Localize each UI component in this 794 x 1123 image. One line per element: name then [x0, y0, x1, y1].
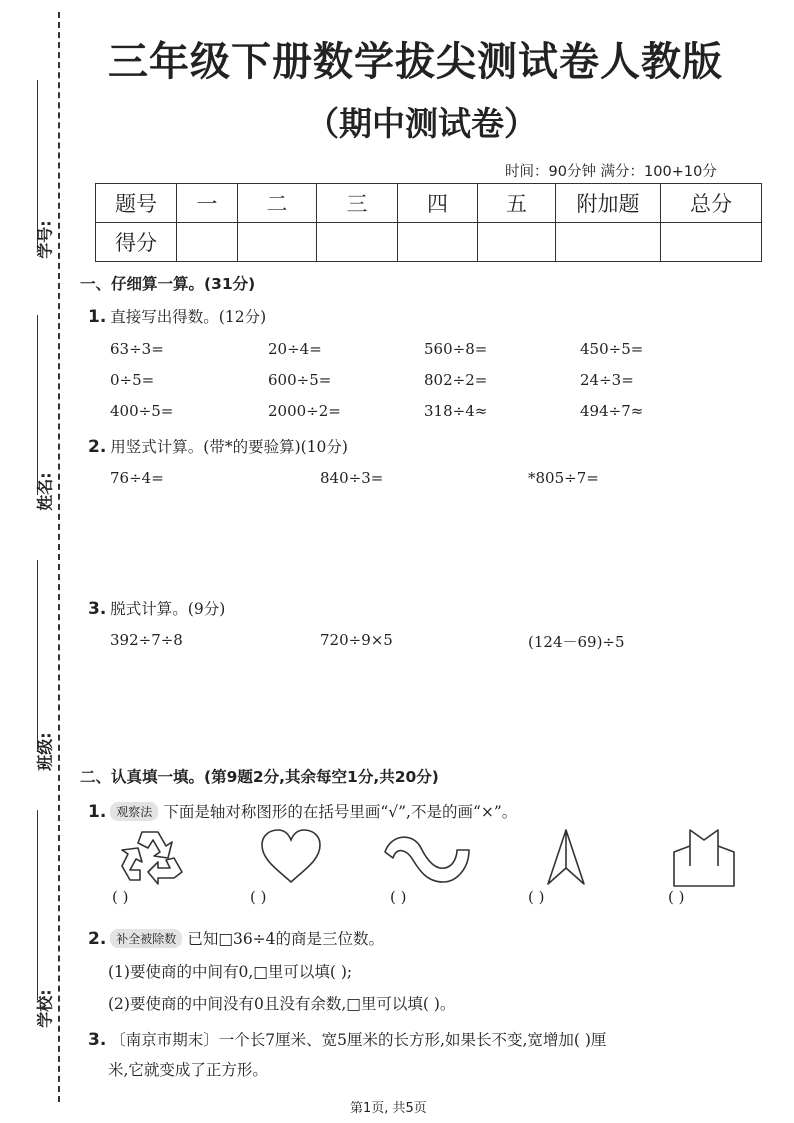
expression: 24÷3=	[580, 371, 634, 389]
house-shape-icon	[672, 826, 736, 890]
score-input-cell[interactable]	[398, 223, 478, 262]
score-input-cell[interactable]	[238, 223, 317, 262]
section1-q3	[88, 597, 225, 619]
table-cell: 得分	[96, 223, 177, 262]
section2-q3	[88, 1028, 606, 1050]
expression: (124－69)÷5	[528, 633, 625, 651]
answer-blank[interactable]: ( )	[112, 888, 129, 906]
wave-curve-icon	[383, 830, 471, 884]
method-tag: 观察法	[110, 802, 158, 821]
score-input-cell[interactable]	[177, 223, 238, 262]
table-cell: 三	[317, 184, 398, 223]
score-table-header-row	[96, 184, 762, 223]
school-line	[37, 810, 38, 1000]
question-text: 已知□36÷4的商是三位数。	[187, 930, 385, 948]
answer-blank[interactable]: ( )	[250, 888, 267, 906]
answer-blank[interactable]: ( )	[528, 888, 545, 906]
question-number: 3.	[88, 1030, 107, 1050]
section1-q1	[88, 305, 266, 327]
recycle-triangle-icon	[112, 826, 188, 886]
expression: 802÷2=	[424, 371, 488, 389]
score-input-cell[interactable]	[556, 223, 661, 262]
expression: 392÷7÷8	[110, 631, 183, 649]
question-text: 〔南京市期末〕一个长7厘米、宽5厘米的长方形,如果长不变,宽增加( )厘	[110, 1031, 607, 1049]
expression: 560÷8=	[424, 340, 488, 358]
score-table	[95, 183, 762, 262]
table-cell: 题号	[96, 184, 177, 223]
question-number: 1.	[88, 307, 107, 327]
question-number: 2.	[88, 929, 107, 949]
section2-q2	[88, 927, 384, 949]
table-cell: 一	[177, 184, 238, 223]
student-id-label: 学号:	[35, 220, 55, 259]
expression: 494÷7≈	[580, 402, 644, 420]
page-subtitle: （期中测试卷）	[306, 104, 537, 143]
expression: 840÷3=	[320, 469, 384, 487]
expression: *805÷7=	[528, 469, 599, 487]
class-label: 班级:	[35, 732, 55, 771]
page-number: 第1页, 共5页	[350, 1101, 427, 1116]
school-label: 学校:	[35, 989, 55, 1028]
question-number: 3.	[88, 599, 107, 619]
table-cell: 总分	[661, 184, 762, 223]
table-cell: 五	[478, 184, 556, 223]
arrowhead-icon	[544, 828, 588, 888]
score-input-cell[interactable]	[661, 223, 762, 262]
section2-q1	[88, 800, 517, 822]
expression: 720÷9×5	[320, 631, 393, 649]
page-title: 三年级下册数学拔尖测试卷人教版	[108, 39, 723, 85]
question-text: 直接写出得数。(12分)	[110, 308, 267, 326]
expression: 450÷5=	[580, 340, 644, 358]
table-cell: 附加题	[556, 184, 661, 223]
score-table-score-row	[96, 223, 762, 262]
section2-heading: 二、认真填一填。(第9题2分,其余每空1分,共20分)	[80, 768, 439, 786]
section1-q2	[88, 435, 348, 457]
expression: 63÷3=	[110, 340, 164, 358]
table-cell: 二	[238, 184, 317, 223]
expression: 76÷4=	[110, 469, 164, 487]
question-text: 下面是轴对称图形的在括号里画“√”,不是的画“×”。	[163, 803, 518, 821]
expression: 0÷5=	[110, 371, 155, 389]
answer-blank[interactable]: ( )	[668, 888, 685, 906]
section2-q3-line2: 米,它就变成了正方形。	[108, 1061, 268, 1079]
answer-blank[interactable]: ( )	[390, 888, 407, 906]
section2-q2-sub1: (1)要使商的中间有0,□里可以填( );	[108, 963, 353, 981]
table-cell: 四	[398, 184, 478, 223]
question-number: 2.	[88, 437, 107, 457]
method-tag: 补全被除数	[110, 929, 182, 948]
expression: 20÷4=	[268, 340, 322, 358]
question-text: 脱式计算。(9分)	[110, 600, 226, 618]
heart-icon	[258, 828, 324, 886]
section2-q2-sub2: (2)要使商的中间没有0且没有余数,□里可以填( )。	[108, 995, 456, 1013]
section1-heading: 一、仔细算一算。(31分)	[80, 275, 256, 293]
expression: 400÷5=	[110, 402, 174, 420]
score-input-cell[interactable]	[317, 223, 398, 262]
score-input-cell[interactable]	[478, 223, 556, 262]
name-label: 姓名:	[35, 472, 55, 511]
expression: 600÷5=	[268, 371, 332, 389]
expression: 318÷4≈	[424, 402, 488, 420]
question-text: 用竖式计算。(带*的要验算)(10分)	[110, 438, 348, 456]
binding-dash-line	[58, 12, 60, 1102]
time-info: 时间：90分钟 满分：100+10分	[505, 164, 717, 180]
expression: 2000÷2=	[268, 402, 341, 420]
question-number: 1.	[88, 802, 107, 822]
